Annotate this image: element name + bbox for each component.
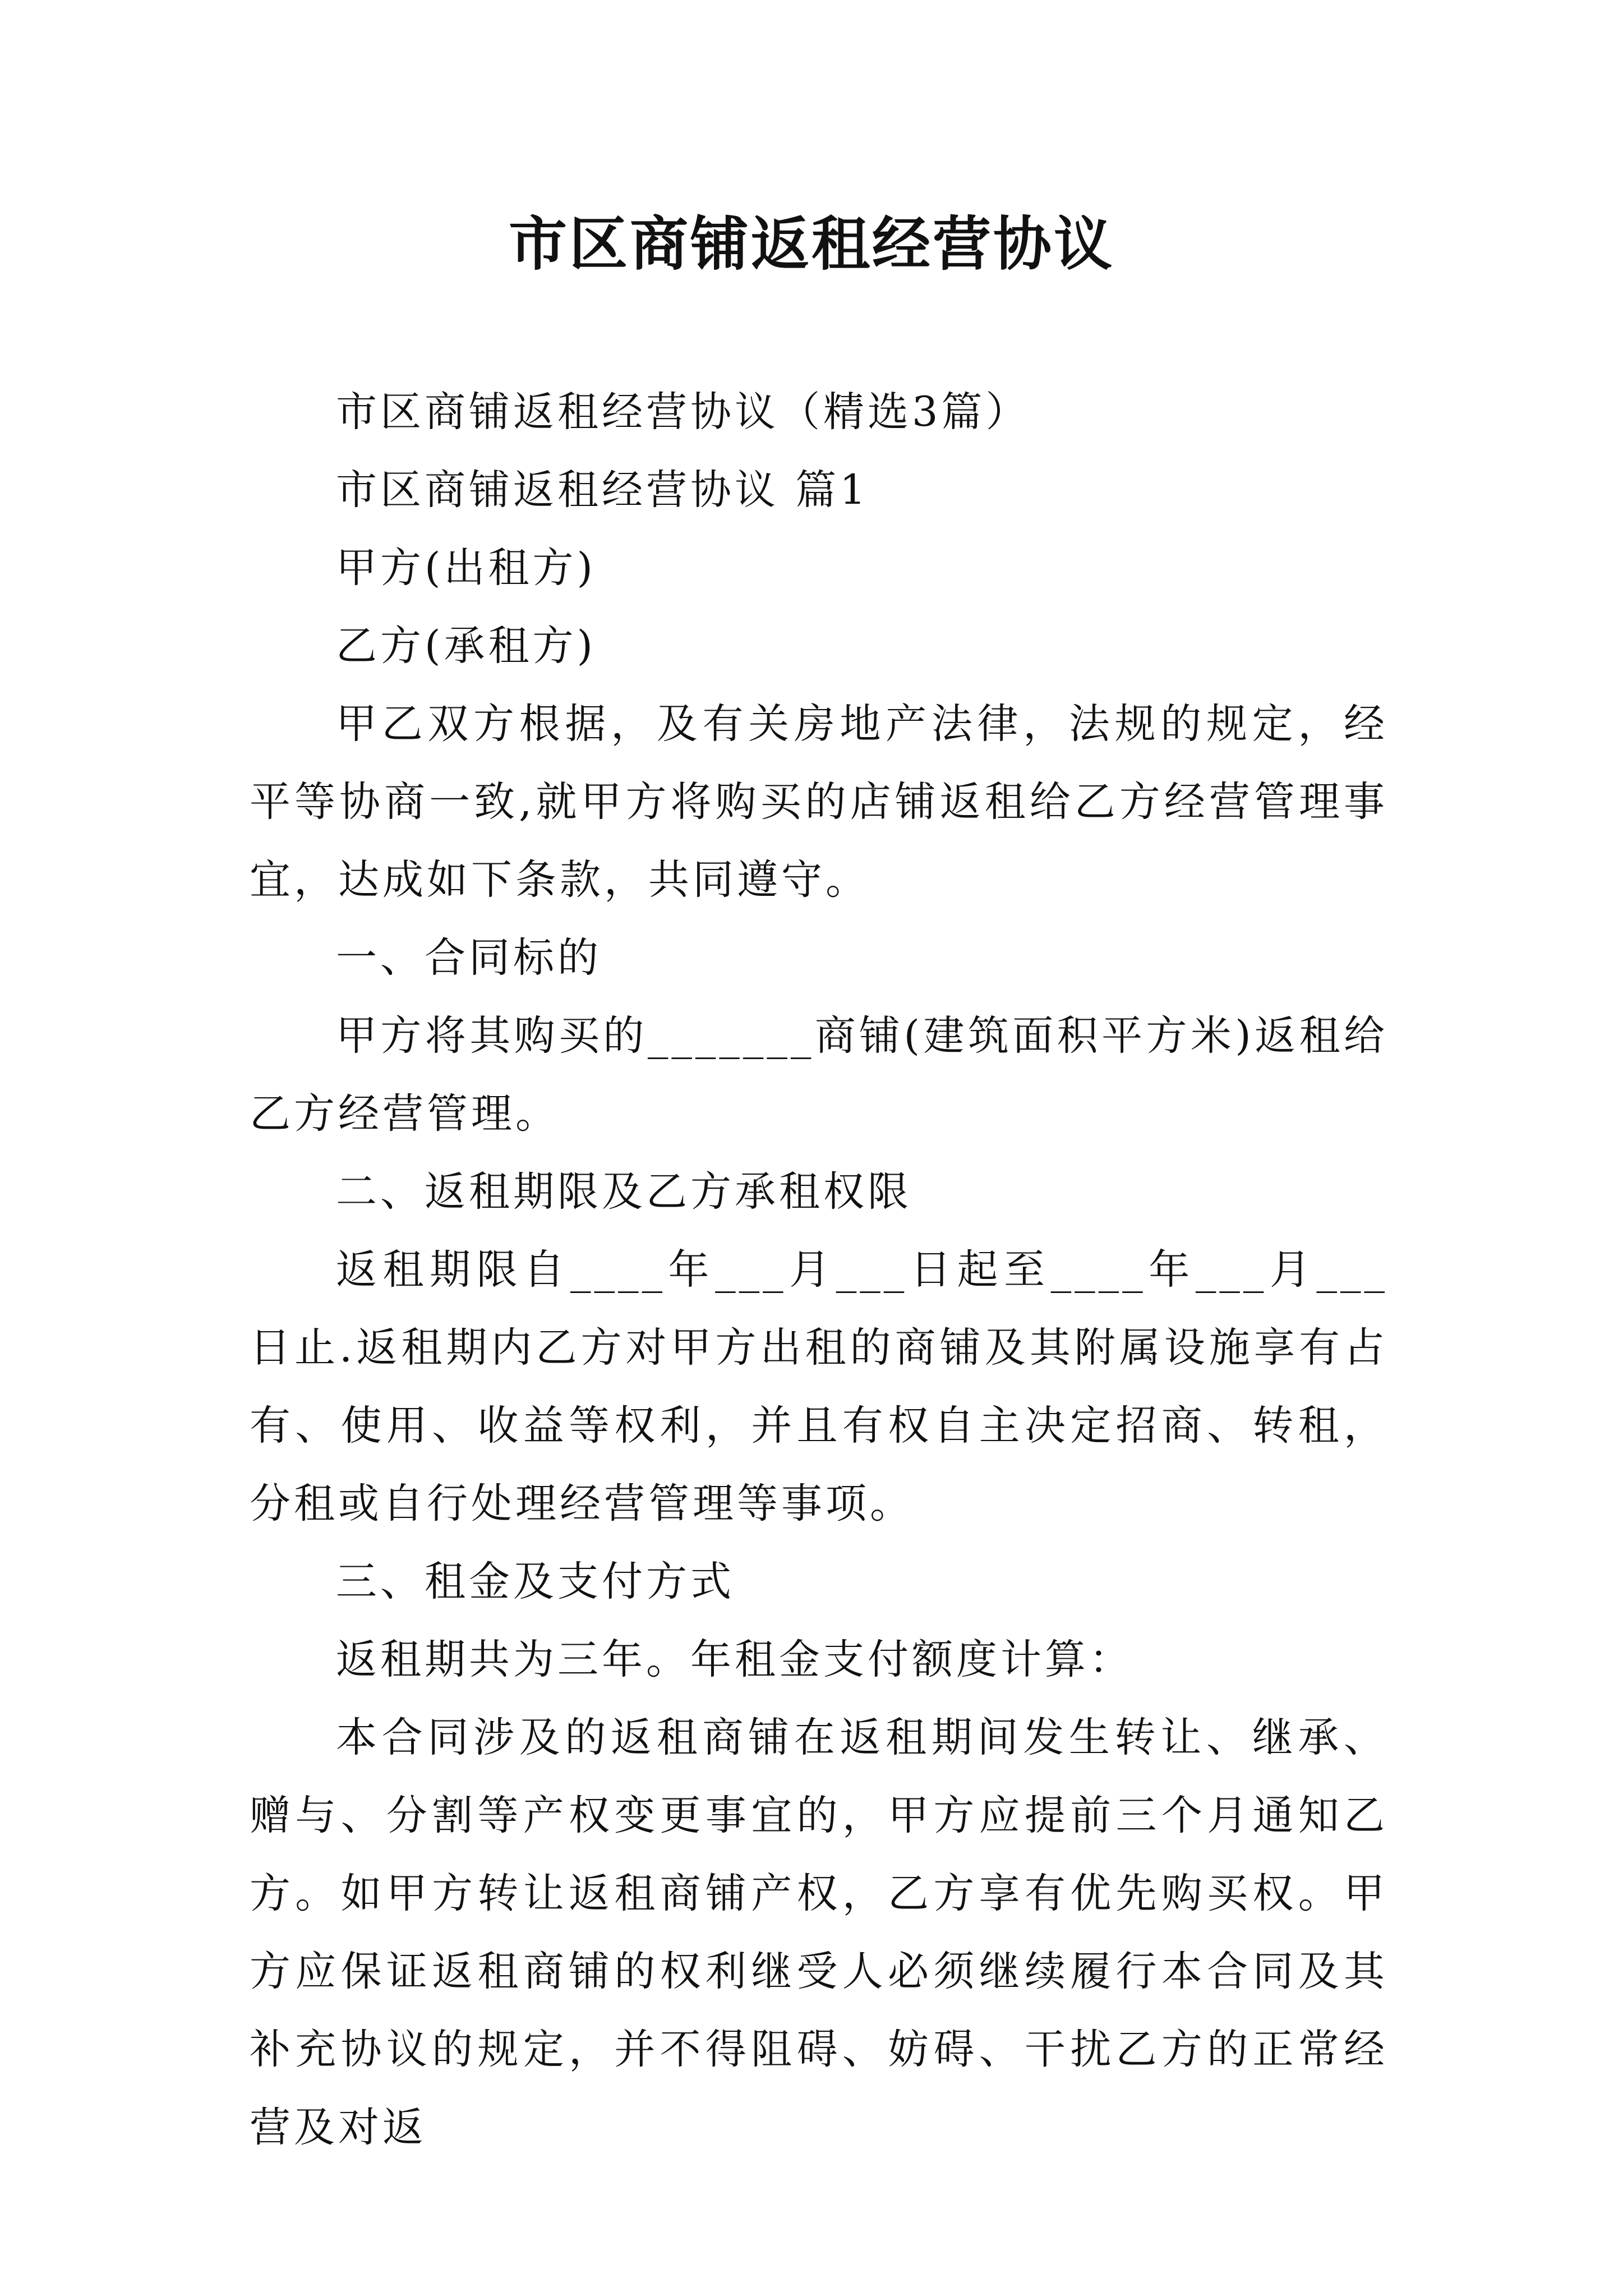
paragraph-contract-subject: 甲方将其购买的_______商铺(建筑面积平方米)返租给乙方经营管理。: [250, 1012, 1388, 1138]
paragraph-party-a: 甲方(出租方): [336, 544, 596, 592]
paragraph-party-b: 乙方(承租方): [336, 622, 596, 670]
paragraph-part-heading: 市区商铺返租经营协议 篇1: [336, 466, 869, 514]
section-heading-1: 一、合同标的: [336, 934, 602, 982]
section-heading-3: 三、租金及支付方式: [336, 1558, 735, 1605]
paragraph-lease-term: 返租期限自____年___月___日起至____年___月___日止.返租期内乙方对甲方出租的商铺及其附属设施享有占有、使用、收益等权利，并且有权自主决定招商、转租，分租或自行处理经营管理等事项。: [250, 1246, 1388, 1527]
paragraph-property-transfer: 本合同涉及的返租商铺在返租期间发生转让、继承、赠与、分割等产权变更事宜的，甲方应提前三个月通知乙方。如甲方转让返租商铺产权，乙方享有优先购买权。甲方应保证返租商铺的权利继受人必须继续履行本合同及其补充协议的规定，并不得阻碍、妨碍、干扰乙方的正常经营及对返: [250, 1714, 1388, 2151]
paragraph-preamble: 甲乙双方根据，及有关房地产法律，法规的规定，经平等协商一致,就甲方将购买的店铺返租给乙方经营管理事宜，达成如下条款，共同遵守。: [250, 700, 1388, 904]
document-body: [250, 373, 1388, 2166]
document-title: 市区商铺返租经营协议: [508, 209, 1114, 278]
paragraph-rent-period: 返租期共为三年。年租金支付额度计算：: [336, 1636, 1133, 1683]
paragraph-subtitle: 市区商铺返租经营协议（精选3篇）: [336, 388, 1030, 436]
section-heading-2: 二、返租期限及乙方承租权限: [336, 1168, 912, 1216]
